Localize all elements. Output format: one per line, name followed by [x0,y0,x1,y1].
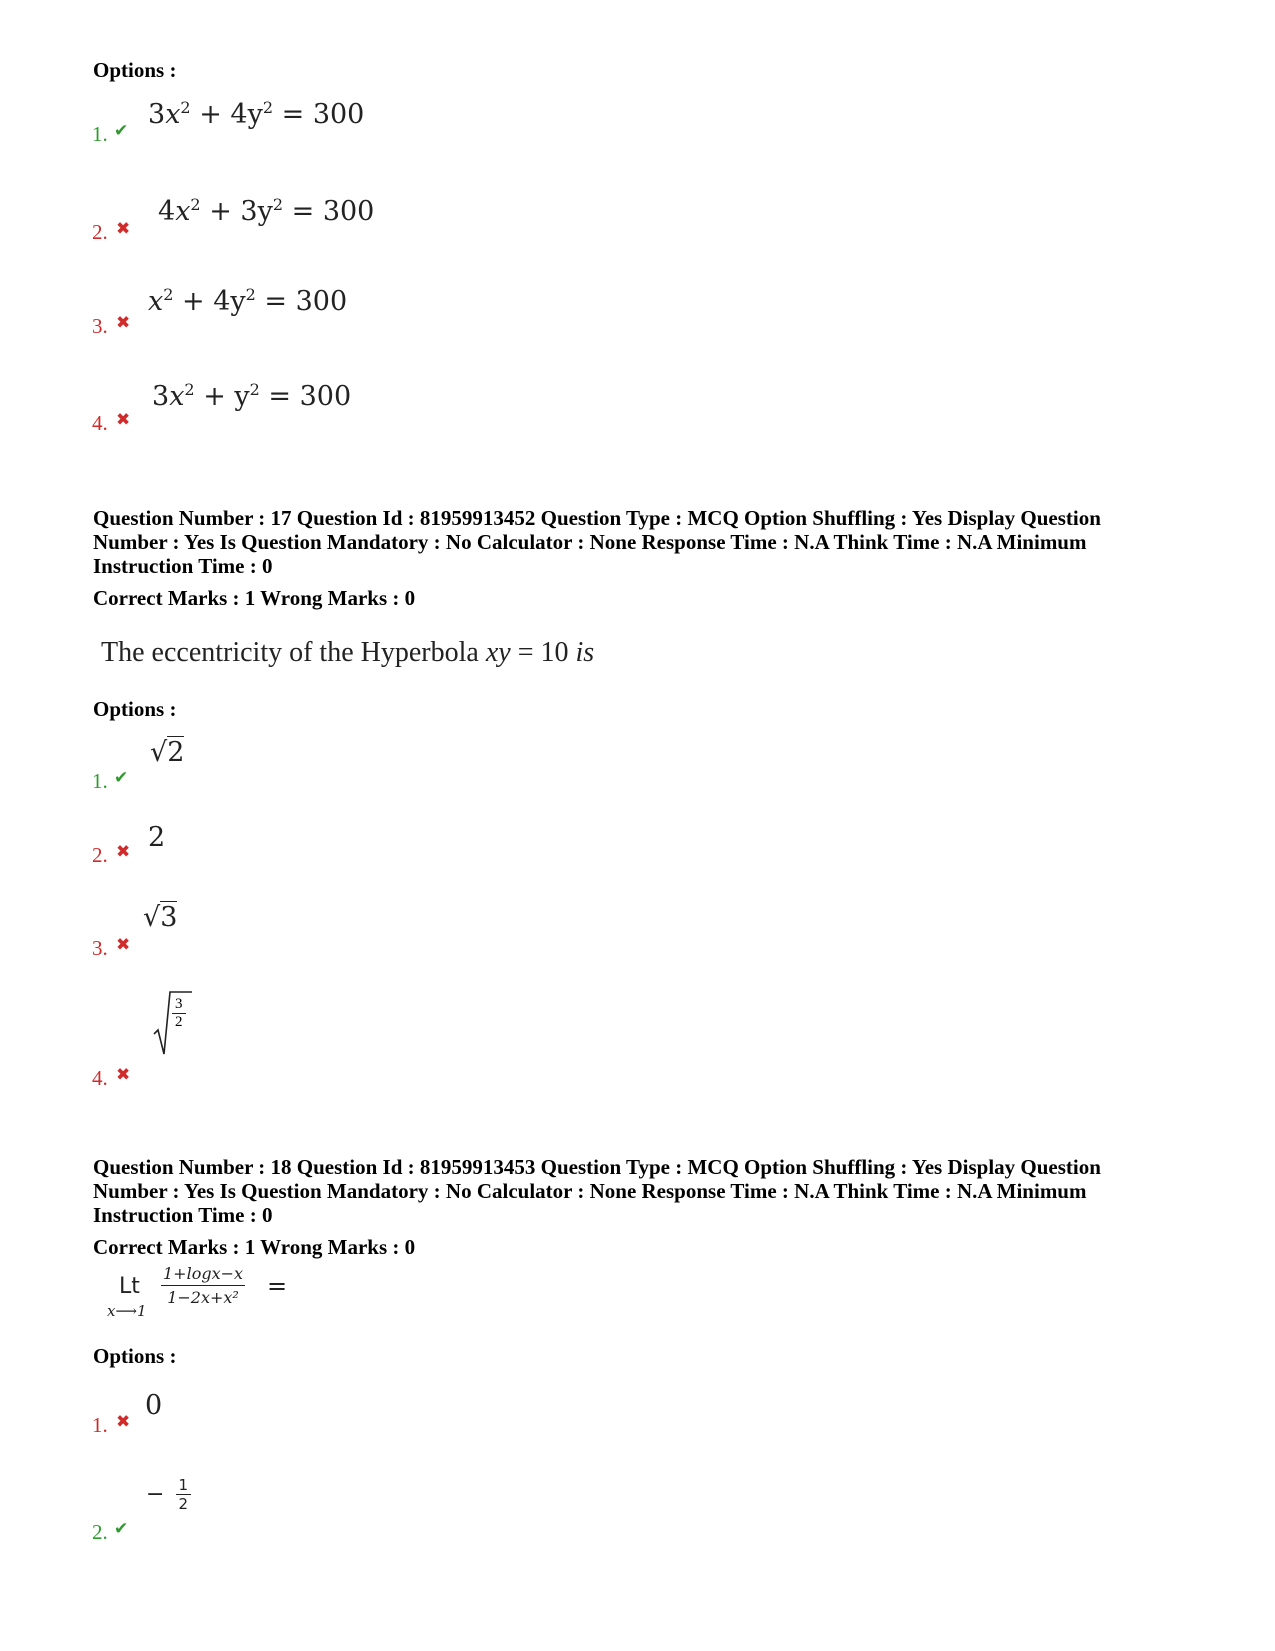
option-number: 4. [92,411,108,435]
options-label: Options : [93,697,177,721]
correct-check-icon: ✔ [114,121,129,140]
limit-operator: Lt [119,1274,140,1299]
question-18-stem [107,1262,307,1322]
equals-sign: = [267,1272,288,1300]
option-equation: $x^2 + 4y^2 = 300$ [148,285,348,317]
option-equation: $4x^2 + 3y^2 = 300$ [158,195,375,227]
option-negative-fraction [146,1476,191,1513]
limit-subscript: x⟶1 [107,1302,147,1320]
wrong-cross-icon: ✖ [116,219,131,238]
minus-sign: − [146,1482,165,1507]
wrong-cross-icon: ✖ [116,842,131,861]
question-17-stem: The eccentricity of the Hyperbola xy = 10 is [101,637,595,668]
question-17-meta: Question Number : 17 Question Id : 81959913452 Question Type : MCQ Option Shuffling : Yes Display Question Number : Yes Is Question Mandatory : No Calculator : None Response Time : N.A Think Time : N.A Minimum Instruction Time : 0 [93,506,1101,578]
option-number: 2. [92,843,108,867]
question-18-marks: Correct Marks : 1 Wrong Marks : 0 [93,1235,416,1259]
wrong-cross-icon: ✖ [116,313,131,332]
fraction: $\frac{1}{2}$ [176,1476,192,1513]
fraction-numerator: 1+logx−x [161,1262,245,1286]
wrong-cross-icon: ✖ [116,935,131,954]
fraction [161,1262,245,1309]
options-label: Options : [93,1344,177,1368]
correct-check-icon: ✔ [114,768,129,787]
wrong-cross-icon: ✖ [116,1065,131,1084]
question-18-meta: Question Number : 18 Question Id : 81959913453 Question Type : MCQ Option Shuffling : Yes Display Question Number : Yes Is Question Mandatory : No Calculator : None Response Time : N.A Think Time : N.A Minimum Instruction Time : 0 [93,1155,1101,1227]
option-number: 3. [92,314,108,338]
fraction-denominator: 1−2x+x² [167,1288,239,1307]
option-number: 1. [92,1413,108,1437]
option-number: 3. [92,936,108,960]
option-number: 2. [92,1520,108,1544]
options-label: Options : [93,58,177,82]
option-number: 4. [92,1066,108,1090]
option-number: 1. [92,122,108,146]
option-sqrt-fraction [152,990,192,1063]
option-sqrt: √3 [143,902,178,933]
option-equation: $3x^2 + 4y^2 = 300$ [148,98,365,130]
option-equation: $3x^2 + y^2 = 300$ [152,380,352,412]
fraction: $\frac{3}{2}$ [172,996,186,1031]
option-number: 1. [92,769,108,793]
option-value: 2 [148,822,166,853]
question-17-marks: Correct Marks : 1 Wrong Marks : 0 [93,586,416,610]
wrong-cross-icon: ✖ [116,410,131,429]
option-value: 0 [145,1390,163,1421]
wrong-cross-icon: ✖ [116,1412,131,1431]
option-number: 2. [92,220,108,244]
option-sqrt: √2 [150,737,185,768]
correct-check-icon: ✔ [114,1519,129,1538]
